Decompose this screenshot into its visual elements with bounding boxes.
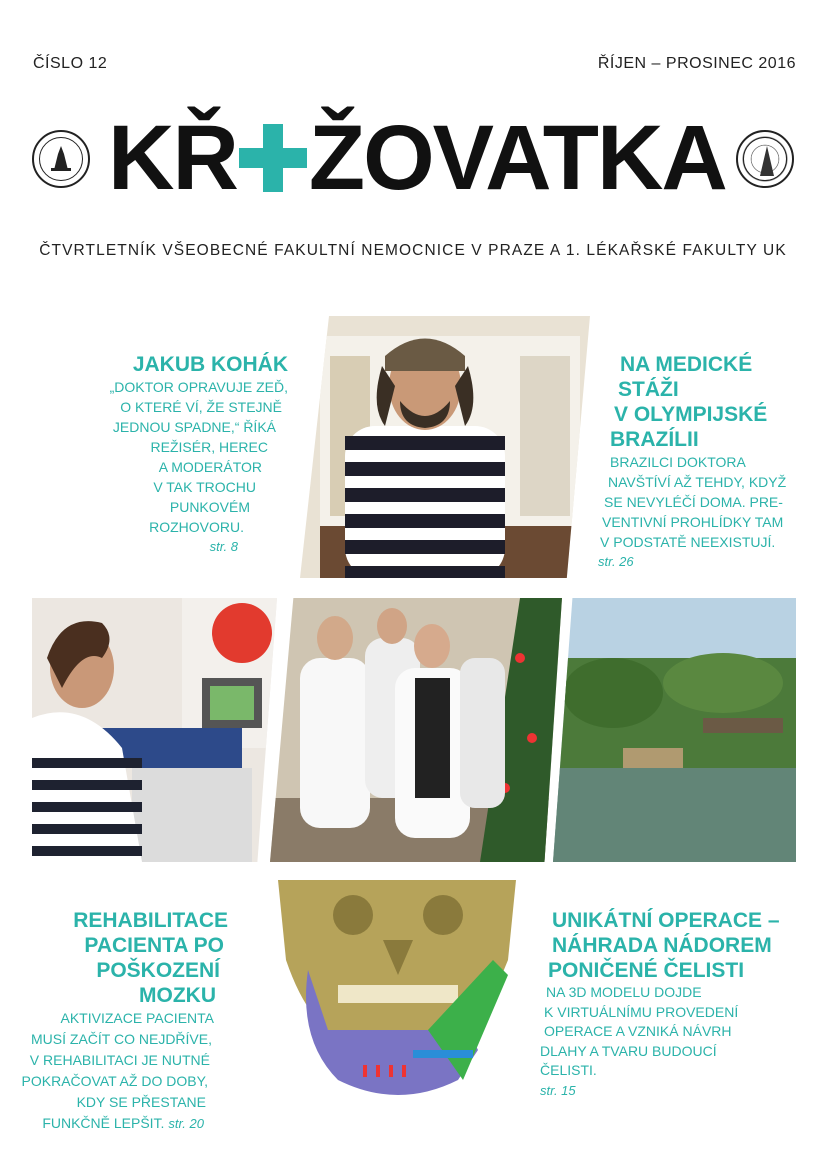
publication-subtitle: ČTVRTLETNÍK VŠEOBECNÉ FAKULTNÍ NEMOCNICE V PRAZE A 1. LÉKAŘSKÉ FAKULTY UK: [39, 242, 787, 259]
kohak-line: A MODERÁTOR: [158, 459, 262, 475]
article-operation[interactable]: [540, 908, 810, 1100]
operation-title-line: UNIKÁTNÍ OPERACE –: [552, 909, 780, 932]
operation-title: [540, 908, 810, 983]
kohak-line: O KTERÉ VÍ, ŽE STEJNĚ: [120, 399, 282, 415]
operation-title-line: PONIČENÉ ČELISTI: [548, 959, 745, 982]
brazil-line: SE NEVYLÉČÍ DOMA. PRE-: [604, 494, 783, 510]
rehab-line: V REHABILITACI JE NUTNÉ: [29, 1052, 210, 1068]
kohak-line: PUNKOVÉM: [169, 499, 250, 515]
kohak-page[interactable]: str. 8: [209, 539, 238, 554]
rehab-title-line: REHABILITACE: [73, 909, 228, 932]
brazil-line: V PODSTATĚ NEEXISTUJÍ.: [600, 534, 776, 550]
issue-number: ČÍSLO 12: [33, 55, 108, 72]
brazil-title: [598, 352, 808, 452]
article-rehab[interactable]: [30, 908, 230, 1008]
brazil-line: BRAZILCI DOKTORA: [610, 454, 746, 470]
rehab-line: FUNKČNĚ LEPŠIT.: [42, 1115, 165, 1131]
rehab-line: KDY SE PŘESTANE: [76, 1094, 206, 1110]
article-brazil[interactable]: [598, 352, 808, 572]
brazil-page[interactable]: str. 26: [598, 554, 634, 569]
kohak-line: „DOKTOR OPRAVUJE ZEĎ,: [109, 379, 288, 395]
kohak-line: V TAK TROCHU: [153, 479, 256, 495]
operation-line: NA 3D MODELU DOJDE: [546, 984, 702, 1000]
operation-title-line: NÁHRADA NÁDOREM: [552, 934, 772, 957]
kohak-line: ROZHOVORU.: [149, 519, 244, 535]
rehab-title-line: MOZKU: [139, 984, 216, 1007]
masthead-left: KŘ: [108, 107, 237, 209]
rehab-title-line: POŠKOZENÍ: [96, 959, 220, 982]
brazil-title-line: NA MEDICKÉ: [620, 353, 753, 376]
hospital-seal-icon: [32, 130, 90, 188]
brazil-title-line: BRAZÍLII: [610, 428, 699, 451]
masthead: [108, 108, 726, 208]
brazil-title-line: STÁŽI: [618, 378, 679, 401]
skull-3d-model: [268, 880, 526, 1110]
kohak-title: JAKUB KOHÁK: [132, 353, 288, 376]
brazil-line: VENTIVNÍ PROHLÍDKY TAM: [602, 514, 784, 530]
brazil-line: NAVŠTÍVÍ AŽ TEHDY, KDYŽ: [608, 474, 787, 490]
kohak-line: JEDNOU SPADNE,“ ŘÍKÁ: [112, 419, 276, 435]
masthead-right: ŽOVATKA: [308, 107, 726, 209]
rehab-line: AKTIVIZACE PACIENTA: [60, 1010, 214, 1026]
operation-line: K VIRTUÁLNÍMU PROVEDENÍ: [544, 1003, 739, 1020]
rehab-photo: [32, 598, 277, 862]
rehab-title-line: PACIENTA PO: [84, 934, 224, 957]
rehab-body: [18, 1008, 218, 1134]
operation-line: OPERACE A VZNIKÁ NÁVRH: [544, 1023, 732, 1039]
issue-date: ŘÍJEN – PROSINEC 2016: [597, 55, 796, 72]
rehab-line: POKRAČOVAT AŽ DO DOBY,: [21, 1073, 208, 1089]
rehab-line: MUSÍ ZAČÍT CO NEJDŘÍVE,: [31, 1031, 212, 1047]
brazil-title-line: V OLYMPIJSKÉ: [614, 403, 768, 426]
operation-line: DLAHY A TVARU BUDOUCÍ: [540, 1042, 717, 1059]
kohak-line: REŽISÉR, HEREC: [150, 439, 268, 455]
operation-page[interactable]: str. 15: [540, 1082, 576, 1098]
kohak-photo: [300, 316, 590, 578]
operation-line: ČELISTI.: [540, 1062, 597, 1078]
doctors-photo: [270, 598, 562, 862]
rehab-page[interactable]: str. 20: [168, 1116, 204, 1131]
brazil-photo: [553, 598, 796, 862]
cross-icon: [239, 124, 307, 192]
faculty-seal-icon: [736, 130, 794, 188]
rehab-title: [30, 908, 230, 1008]
article-kohak[interactable]: [60, 352, 288, 557]
rehab-line-last: [18, 1113, 218, 1134]
